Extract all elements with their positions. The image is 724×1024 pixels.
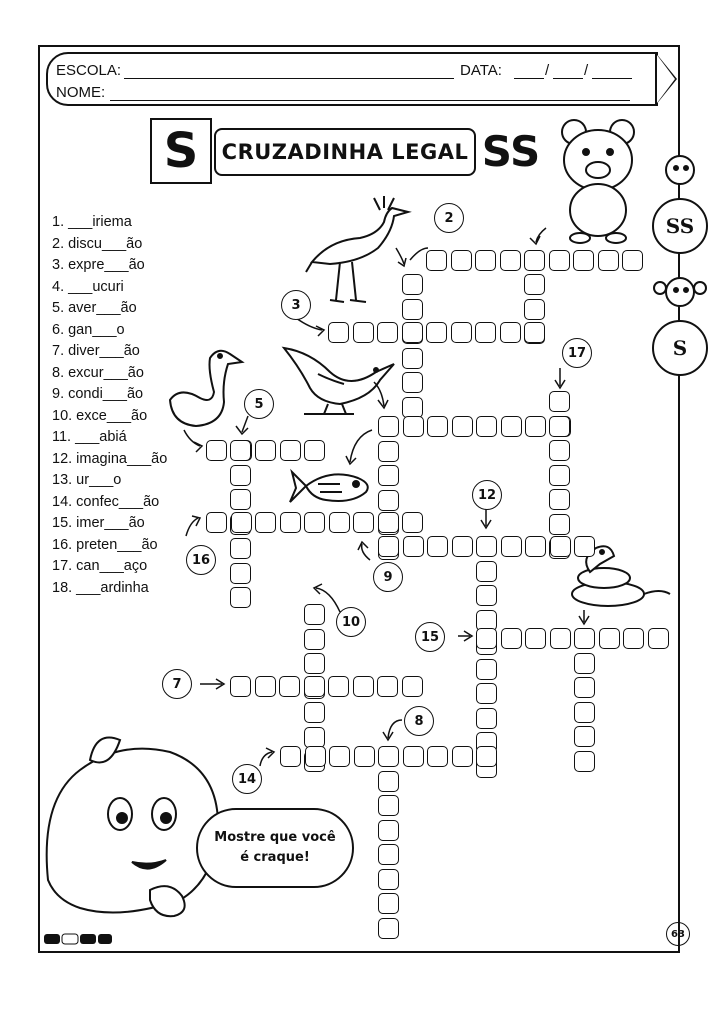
crossword-cell[interactable]: [574, 751, 595, 772]
clue-number-10: 10: [336, 607, 366, 637]
crossword-cell[interactable]: [353, 322, 374, 343]
crossword-cell[interactable]: [574, 702, 595, 723]
crossword-cell[interactable]: [525, 536, 546, 557]
crossword-cell[interactable]: [255, 440, 276, 461]
clue-number-9: 9: [373, 562, 403, 592]
crossword-cell[interactable]: [255, 676, 276, 697]
crossword-cell[interactable]: [377, 322, 398, 343]
clue-number-14: 14: [232, 764, 262, 794]
crossword-cell[interactable]: [574, 536, 595, 557]
crossword-cell[interactable]: [550, 536, 571, 557]
crossword-cell[interactable]: [279, 676, 300, 697]
footer-decoration: [44, 934, 112, 944]
duck-icon: [170, 351, 242, 426]
crossword-cell[interactable]: [549, 465, 570, 486]
crossword-cell[interactable]: [402, 348, 423, 369]
crossword-cell[interactable]: [549, 514, 570, 535]
crossword-cell[interactable]: [378, 416, 399, 437]
list-item: 9. condi___ão: [52, 386, 144, 402]
date-label: DATA:: [460, 62, 502, 79]
crossword-cell[interactable]: [304, 653, 325, 674]
crossword-cell[interactable]: [329, 512, 350, 533]
crossword-cell[interactable]: [378, 512, 399, 533]
crossword-cell[interactable]: [475, 322, 496, 343]
list-item: 10. exce___ão: [52, 407, 148, 424]
badge-ss: SS: [652, 198, 708, 254]
crossword-cell[interactable]: [476, 536, 497, 557]
crossword-cell[interactable]: [500, 322, 521, 343]
crossword-cell[interactable]: [353, 676, 374, 697]
crossword-cell[interactable]: [500, 250, 521, 271]
crossword-cell[interactable]: [206, 512, 227, 533]
title-letter-s: S: [150, 118, 212, 184]
crossword-cell[interactable]: [574, 726, 595, 747]
crossword-cell[interactable]: [230, 676, 251, 697]
title-letters-ss: SS: [481, 126, 541, 176]
crossword-cell[interactable]: [622, 250, 643, 271]
crossword-cell[interactable]: [230, 563, 251, 584]
crossword-cell[interactable]: [378, 893, 399, 914]
list-item: 16. preten___ão: [52, 536, 158, 553]
crossword-cell[interactable]: [378, 918, 399, 939]
crossword-cell[interactable]: [304, 512, 325, 533]
crossword-cell[interactable]: [230, 465, 251, 486]
page-title: CRUZADINHA LEGAL: [214, 128, 476, 176]
crossword-cell[interactable]: [403, 536, 424, 557]
crossword-cell[interactable]: [426, 250, 447, 271]
list-item: 18. ___ardinha: [52, 579, 149, 596]
crossword-cell[interactable]: [476, 561, 497, 582]
crossword-cell[interactable]: [524, 299, 545, 320]
crossword-cell[interactable]: [549, 416, 570, 437]
crossword-cell[interactable]: [599, 628, 620, 649]
crossword-cell[interactable]: [377, 676, 398, 697]
crossword-cell[interactable]: [329, 746, 350, 767]
crossword-cell[interactable]: [452, 536, 473, 557]
crossword-cell[interactable]: [402, 372, 423, 393]
crossword-cell[interactable]: [402, 322, 423, 343]
crossword-cell[interactable]: [378, 844, 399, 865]
crossword-cell[interactable]: [525, 416, 546, 437]
crossword-cell[interactable]: [378, 490, 399, 511]
crossword-cell[interactable]: [378, 465, 399, 486]
crossword-cell[interactable]: [280, 512, 301, 533]
clue-number-15: 15: [415, 622, 445, 652]
sabia-bird-icon: [284, 348, 394, 414]
crossword-cell[interactable]: [451, 322, 472, 343]
crossword-cell[interactable]: [648, 628, 669, 649]
clue-number-3: 3: [281, 290, 311, 320]
girl-icon: [47, 738, 218, 917]
list-item: 13. ur___o: [52, 472, 122, 488]
crossword-cell[interactable]: [476, 416, 497, 437]
crossword-cell[interactable]: [501, 536, 522, 557]
list-item: 6. gan___o: [52, 321, 125, 338]
crossword-cell[interactable]: [426, 322, 447, 343]
crossword-cell[interactable]: [452, 746, 473, 767]
crossword-cell[interactable]: [255, 512, 276, 533]
clue-number-17: 17: [562, 338, 592, 368]
crossword-cell[interactable]: [280, 440, 301, 461]
crossword-cell[interactable]: [403, 416, 424, 437]
crossword-cell[interactable]: [354, 746, 375, 767]
school-label: ESCOLA:: [56, 62, 122, 79]
clue-number-8: 8: [404, 706, 434, 736]
clue-number-2: 2: [434, 203, 464, 233]
crossword-cell[interactable]: [524, 274, 545, 295]
crossword-cell[interactable]: [427, 746, 448, 767]
crossword-cell[interactable]: [475, 250, 496, 271]
crossword-cell[interactable]: [378, 820, 399, 841]
crossword-cell[interactable]: [525, 628, 546, 649]
name-label: NOME:: [56, 84, 106, 101]
bird-icon: [306, 196, 408, 302]
crossword-cell[interactable]: [501, 416, 522, 437]
list-item: 5. aver___ão: [52, 300, 137, 316]
crossword-cell[interactable]: [476, 746, 497, 767]
speech-bubble: Mostre que você é craque!: [196, 808, 354, 888]
crossword-cell[interactable]: [623, 628, 644, 649]
list-item: 7. diver___ão: [52, 343, 140, 359]
list-item: 8. excur___ão: [52, 364, 144, 381]
clue-number-12: 12: [472, 480, 502, 510]
crossword-cell[interactable]: [304, 702, 325, 723]
crossword-cell[interactable]: [573, 250, 594, 271]
girl-icon: [654, 156, 706, 306]
crossword-cell[interactable]: [378, 746, 399, 767]
list-item: 2. discu___ão: [52, 235, 143, 252]
crossword-cell[interactable]: [304, 629, 325, 650]
crossword-cell[interactable]: [378, 771, 399, 792]
crossword-cell[interactable]: [549, 250, 570, 271]
crossword-cell[interactable]: [524, 250, 545, 271]
clue-number-7: 7: [162, 669, 192, 699]
crossword-cell[interactable]: [501, 628, 522, 649]
crossword-cell[interactable]: [598, 250, 619, 271]
crossword-cell[interactable]: [304, 604, 325, 625]
list-item: 4. ___ucuri: [52, 278, 124, 295]
crossword-cell[interactable]: [549, 489, 570, 510]
clue-number-5: 5: [244, 389, 274, 419]
list-item: 3. expre___ão: [52, 257, 145, 273]
crossword-cell[interactable]: [451, 250, 472, 271]
crossword-cell[interactable]: [476, 628, 497, 649]
page-number: 63: [666, 922, 690, 946]
date-separator: /: [545, 62, 550, 79]
crossword-cell[interactable]: [452, 416, 473, 437]
crossword-cell[interactable]: [328, 322, 349, 343]
crossword-cell[interactable]: [328, 676, 349, 697]
crossword-cell[interactable]: [230, 538, 251, 559]
crossword-cell[interactable]: [574, 653, 595, 674]
crossword-cell[interactable]: [476, 708, 497, 729]
list-item: 1. ___iriema: [52, 214, 132, 230]
crossword-cell[interactable]: [378, 869, 399, 890]
crossword-cell[interactable]: [378, 536, 399, 557]
crossword-cell[interactable]: [402, 512, 423, 533]
bear-icon: [562, 120, 634, 243]
crossword-cell[interactable]: [549, 440, 570, 461]
crossword-cell[interactable]: [305, 746, 326, 767]
crossword-cell[interactable]: [304, 440, 325, 461]
crossword-cell[interactable]: [353, 512, 374, 533]
list-item: 15. imer___ão: [52, 515, 145, 531]
crossword-cell[interactable]: [549, 391, 570, 412]
date-separator: /: [584, 62, 589, 79]
clue-number-16: 16: [186, 545, 216, 575]
crossword-cell[interactable]: [230, 489, 251, 510]
crossword-cell[interactable]: [427, 536, 448, 557]
crossword-cell[interactable]: [280, 746, 301, 767]
crossword-cell[interactable]: [231, 512, 252, 533]
crossword-cell[interactable]: [403, 746, 424, 767]
crossword-cell[interactable]: [230, 440, 251, 461]
list-item: 11. ___abiá: [52, 429, 127, 445]
crossword-cell[interactable]: [402, 274, 423, 295]
crossword-cell[interactable]: [402, 299, 423, 320]
crossword-cell[interactable]: [304, 676, 325, 697]
crossword-cell[interactable]: [476, 683, 497, 704]
crossword-cell[interactable]: [574, 677, 595, 698]
list-item: 14. confec___ão: [52, 493, 160, 510]
crossword-cell[interactable]: [524, 322, 545, 343]
crossword-cell[interactable]: [427, 416, 448, 437]
badge-s: S: [652, 320, 708, 376]
crossword-cell[interactable]: [402, 676, 423, 697]
list-item: 12. imagina___ão: [52, 450, 168, 467]
crossword-cell[interactable]: [206, 440, 227, 461]
crossword-cell[interactable]: [550, 628, 571, 649]
crossword-cell[interactable]: [304, 727, 325, 748]
crossword-cell[interactable]: [230, 587, 251, 608]
list-item: 17. can___aço: [52, 558, 148, 574]
crossword-cell[interactable]: [476, 659, 497, 680]
crossword-cell[interactable]: [574, 628, 595, 649]
fish-icon: [290, 472, 368, 502]
crossword-cell[interactable]: [402, 397, 423, 418]
crossword-cell[interactable]: [378, 795, 399, 816]
crossword-cell[interactable]: [378, 441, 399, 462]
crossword-cell[interactable]: [476, 585, 497, 606]
